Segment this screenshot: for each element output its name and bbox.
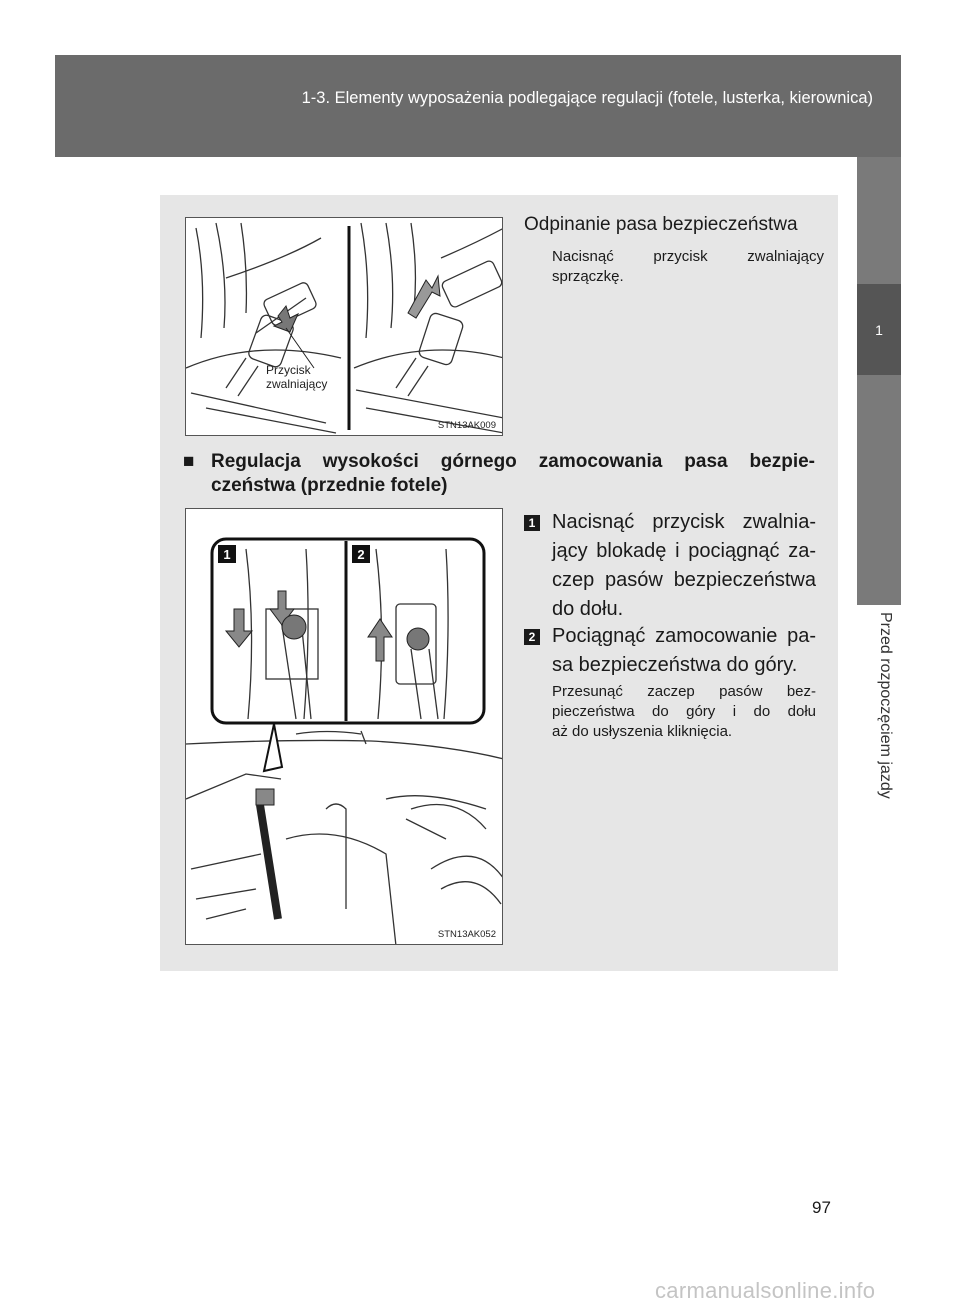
step-badge-2: 2 <box>357 547 365 562</box>
note-line: Przesunąć zaczep pasów bez- <box>552 683 816 700</box>
step-text <box>552 622 816 680</box>
body-line: sprzączkę. <box>552 268 624 285</box>
step-line: do dołu. <box>552 598 624 620</box>
side-tab-lower <box>857 375 901 605</box>
header-bar <box>55 55 901 157</box>
note-line: pieczeństwa do góry i do dołu <box>552 703 816 720</box>
page-number: 97 <box>812 1198 831 1217</box>
callout-line: zwalniający <box>266 377 328 391</box>
unbuckle-title: Odpinanie pasa bezpieczeństwa <box>524 214 798 235</box>
step-text <box>552 508 816 624</box>
step-line: sa bezpieczeństwa do góry. <box>552 654 798 676</box>
heading-line: czeństwa (przednie fotele) <box>211 475 448 496</box>
step-line: jący blokadę i pociągnąć za- <box>552 540 816 562</box>
chapter-title-vertical: Przed rozpoczęciem jazdy <box>877 612 894 799</box>
step-badge-1: 1 <box>223 547 231 562</box>
section-title: 1-3. Elementy wyposażenia podlegające regulacji (fotele, lusterka, kierownica) <box>301 89 873 107</box>
step-line: Nacisnąć przycisk zwalnia- <box>552 511 816 533</box>
release-button-callout <box>266 363 327 391</box>
buckle-release-illustration <box>185 217 503 436</box>
heading-line: Regulacja wysokości górnego zamocowania pasa bezpie- <box>211 451 815 472</box>
step-number-badge: 2 <box>524 629 540 645</box>
step-item <box>524 622 816 680</box>
note-line: aż do usłyszenia kliknięcia. <box>552 723 733 740</box>
step-line: czep pasów bezpieczeństwa <box>552 569 816 591</box>
step-number-badge: 1 <box>524 515 540 531</box>
callout-line: Przycisk <box>266 363 311 377</box>
step-note <box>552 682 816 742</box>
chapter-number-tab: 1 <box>857 284 901 375</box>
buckle-drawing <box>186 218 503 436</box>
step-item <box>524 508 816 624</box>
figure-code: STN13AK009 <box>437 420 496 431</box>
square-bullet-icon: ■ <box>183 451 195 472</box>
step-line: Pociągnąć zamocowanie pa- <box>552 625 816 647</box>
shoulder-anchor-illustration <box>185 508 503 945</box>
figure-code: STN13AK052 <box>437 929 496 940</box>
anchor-drawing <box>186 509 503 945</box>
side-tab-upper <box>857 157 901 284</box>
body-line: Nacisnąć przycisk zwalniający <box>552 248 824 265</box>
unbuckle-body <box>552 247 824 287</box>
watermark: carmanualsonline.info <box>655 1278 876 1303</box>
